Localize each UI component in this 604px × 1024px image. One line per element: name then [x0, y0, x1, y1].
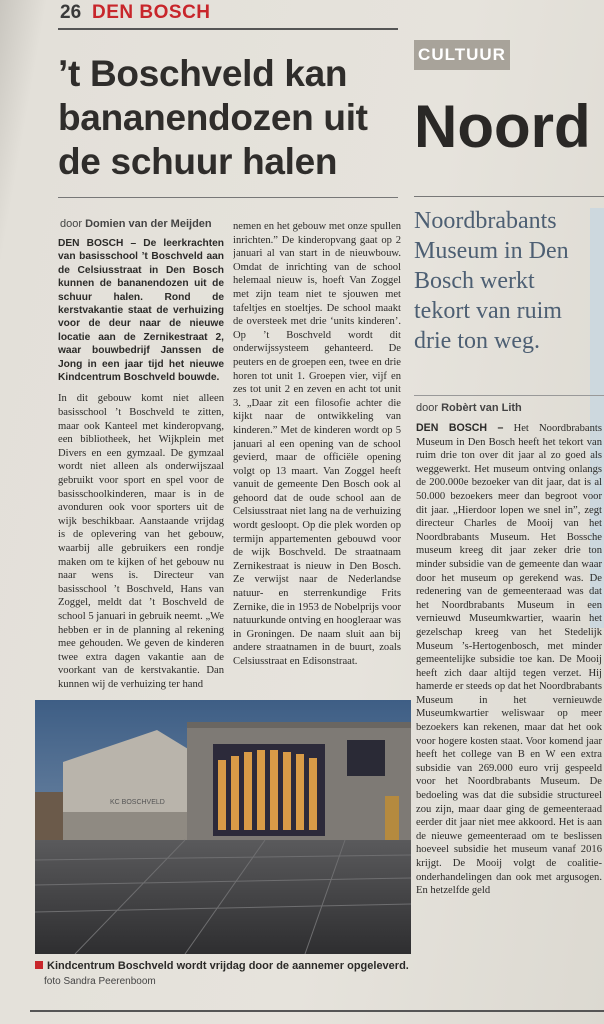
right-subheadline-rule: [414, 395, 604, 396]
photo-illustration: [35, 700, 411, 954]
right-article-body: Het Noordbrabants Museum in Den Bosch heeft het tekort van ruim drie ton over dit jaar al zo goed als weggewerkt. Het museum ontving onlangs de 200.000e bezoeker van dit jaar, dat is al 50.000 bezoekers meer dan begroot voor dit jaar. „Hierdoor lopen we snel in”, zegt directeur Charles de Mooij van het Noordbrabants Museum. Het Bossche museum kreeg dit jaar zeker drie ton minder subsidie van de gemeente dan waar door het museum op gerekend was. De redenering van de gemeenteraad was dat het Noordbrabants Museum in een vernieuwd Museumkwartier, waarin het gezelschap kreeg van het Stedelijk Museum ’s-Hertogenbosch, met minder gemeentelijke subsidie toe kan. De Mooij heeft zich daar altijd tegen verzet. Hij hamerde er steeds op dat het Noordbrabants Museum in het vernieuwde Museumkwartier weliswaar op meer bezoekers kan rekenen, maar dat het ook voor hogere kosten staat. Voor komend jaar heeft het college van B en W een extra subsidie van 269.000 euro vrij gespeeld voor het Noordbrabants Museum. De bedoeling was dat die subsidie structureel zou zijn, maar daar ging de gemeenteraad eerder dit jaar niet mee akkoord. Het is aan de nieuwe gemeenteraad om te beslissen hoeveel subsidie het museum vanaf 2016 krijgt. De Mooij volgt de coalitie-onderhandelingen dan ook met argusogen. En hetzelfde geld: [416, 423, 602, 897]
headline-rule: [58, 197, 398, 198]
right-article-column: [416, 422, 602, 1004]
page-number: 26: [60, 2, 82, 23]
photo-caption: [35, 960, 409, 972]
byline-author: Domien van der Meijden: [85, 218, 212, 230]
section-label: DEN BOSCH: [92, 2, 211, 23]
right-headline-rule: [414, 196, 604, 197]
right-subheadline: Noordbrabants Museum in Den Bosch werkt tekort van ruim drie ton weg.: [414, 208, 569, 354]
caption-text: Kindcentrum Boschveld wordt vrijdag door de aannemer opgeleverd.: [47, 960, 409, 972]
right-byline: [416, 402, 522, 414]
right-byline-author: Robèrt van Lith: [441, 402, 522, 414]
byline: [60, 218, 212, 230]
photo-credit: foto Sandra Peerenboom: [44, 976, 156, 987]
photo-building-sign: KC BOSCHVELD: [110, 799, 165, 806]
footer-rule: [30, 1010, 604, 1012]
dateline: DEN BOSCH –: [58, 238, 137, 249]
header-rule: [58, 28, 398, 30]
article-column-1: [58, 237, 224, 695]
byline-prefix: door: [60, 218, 83, 230]
caption-marker: [35, 961, 43, 969]
section-kicker: CULTUUR: [414, 40, 510, 70]
article-lead: De leerkrachten van basisschool ’t Boschveld aan de Celsiusstraat in Den Bosch kunnen de bananendozen uit de schuur halen. Rond de kerstvakantie staat de verhuizing voor de deur naar de nieuwe locatie aan de Zernikestraat 2, waar bouwbedrijf Janssen de Jong in een jaar tijd het nieuwe Kindcentrum Boschveld bouwde.: [58, 238, 224, 384]
building-photo: [35, 700, 411, 954]
article-column-2: [233, 220, 401, 695]
right-byline-prefix: door: [416, 402, 439, 414]
article-headline: ’t Boschveld kan bananendozen uit de schuur halen: [58, 53, 368, 182]
article-body-col2: nemen en het gebouw met onze spullen inrichten.” De kinderopvang gaat op 2 januari al van start in de nieuwbouw. Omdat de inrichting van de school helemaal nieuw is, hoeft Van Zoggel met zijn team niet te sjouwen met tafeltjes en stoeltjes. De school maakt de oversteek met drie ‘units kinderen’. Op ’t Boschveld wordt dit onderwijssysteem gehanteerd. De peuters en de groepen een, twee en drie horen tot unit 1. Groepen vier, vijf en zes tot unit 2 en zeven en acht tot unit 3. „Daar zit een filosofie achter die kijkt naar de ontwikkeling van kinderen.” Met de kinderen wordt op 5 januari al een opening van de school gevierd, maar de officiële opening volgt op 13 maart. Van Zoggel heeft vanuit de gemeente Den Bosch ook al gehoord dat de oude school aan de Celsiusstraat niet lang na de verhuizing wordt gesloopt. Op die plek worden op termijn appartementen gebouwd voor de wijk Boschveld. De straatnaam Zernikestraat is nieuw in Den Bosch. Ze verwijst naar de Nederlandse natuur- en sterrenkundige Frits Zernike, die in 1953 de Nobelprijs voor natuurkunde ontving en hoogleraar was in Groningen. De naam sluit aan bij andere straatnamen in de buurt, zoals Celsiusstraat en Edisonstraat.: [233, 221, 401, 667]
right-dateline: DEN BOSCH –: [416, 422, 504, 434]
article-body-col1: In dit gebouw komt niet alleen basisschool ’t Boschveld te zitten, maar ook Kanteel met kinderopvang, een bibliotheek, het Wijkplein met Divers en een gymzaal. De gymzaal wordt niet alleen als onderwijszaal gebruikt voor sport en spel voor de basisschoolkinderen, maar is in de avonduren ook voor sporters uit de wijk beschikbaar. Aanstaande vrijdag is de oplevering van het gebouw, waarbij alle gebruikers een rondje maken om te kijken of het gebouw nu naar wens is. Directeur van basisschool ’t Boschveld, Hans van Zoggel, meldt dat ’t Boschveld de school 5 januari in gebruik neemt. „We hebben er in de planning al rekening mee gehouden. We geven de kinderen twee extra dagen vakantie aan de voorkant van de kerstvakantie. Dan kunnen wij de verhuizing ter hand: [58, 393, 224, 690]
right-headline: Noord: [414, 93, 591, 160]
